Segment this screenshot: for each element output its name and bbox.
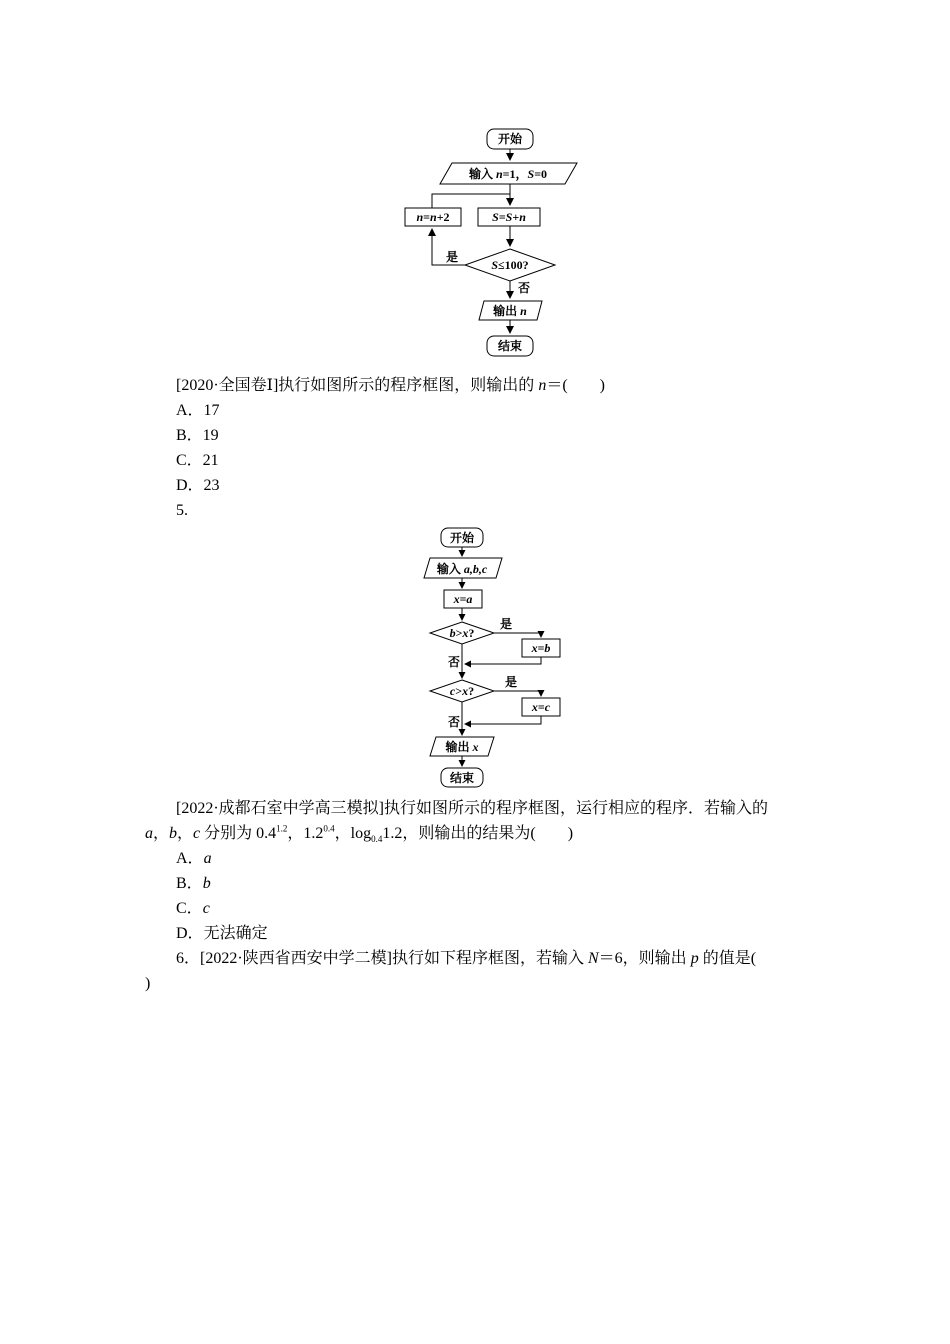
fc2-end-label: 结束 [449,771,475,785]
fc2-box-xc-label: x=c [531,700,551,714]
q5-log-base: 0.4 [371,834,383,845]
q5-sep2: ， [177,825,194,842]
q5-exp1: 1.2 [276,823,288,834]
fc2-yes2-label: 是 [505,675,518,689]
fc1-output-label: 输出 n [493,304,527,318]
fc1-box-n-label: n=n+2 [416,210,450,224]
fc2-box-xb-label: x=b [531,641,551,655]
q5-option-a: A．a [176,850,212,867]
q6-text3: 的值是( [698,950,757,967]
fc2-condition2-diamond [430,680,494,702]
q6-text1: 6．[2022·陕西省西安中学二模]执行如下程序框图，若输入 [176,950,588,967]
fc2-no1-label: 否 [448,655,461,669]
fc2-condition1-diamond [430,622,494,644]
q5-option-c: C．c [176,900,210,917]
fc1-box-s-label: S=S+n [492,210,526,224]
fc2-assign-label: x=a [453,592,473,606]
q5-text3: ，log [334,825,372,842]
fc1-start-label: 开始 [497,132,523,146]
q5-sep1: ， [153,825,170,842]
q5-option-d: D．无法确定 [176,925,268,942]
q5-number: 5. [176,502,188,519]
q5-stem-line1: [2022·成都石室中学高三模拟]执行如图所示的程序框图，运行相应的程序．若输入的 [176,800,768,817]
fc2-input-label: 输入 a,b,c [436,562,488,576]
q6-var-n: N [588,950,599,967]
fc2-yes1-label: 是 [500,617,513,631]
q4-stem-text: [2020·全国卷Ⅰ]执行如图所示的程序框图，则输出的 [176,377,539,394]
flowchart-1 [0,0,950,380]
q5-text2: ，1.2 [287,825,324,842]
q5-text1: 分别为 0.4 [200,825,277,842]
q6-stem-line2: ) [145,975,151,992]
q5-var-a: a [145,825,153,842]
q4-option-c: C．21 [176,452,219,469]
q5-var-b: b [169,825,178,842]
q5-stem-line2 [145,824,573,844]
fc2-start-label: 开始 [449,531,475,545]
fc1-yes-label: 是 [446,250,459,264]
q6-stem-line1 [176,949,756,969]
q6-var-p: p [690,950,699,967]
q5-exp2: 0.4 [323,823,335,834]
q6-text2: ＝6，则输出 [598,950,691,967]
q4-option-b: B．19 [176,427,219,444]
fc2-input-parallelogram [424,558,502,578]
fc2-box-xb [522,639,560,657]
q4-stem-var: n [538,377,547,394]
fc2-no2-label: 否 [448,715,461,729]
q5-var-c: c [193,825,201,842]
fc2-condition2-label: c>x? [449,684,475,698]
fc2-start-terminal [441,528,483,547]
fc1-condition-label: S≤100? [491,258,529,272]
fc2-end-terminal [441,768,483,787]
q4-stem-suffix: ＝( ) [546,377,605,394]
fc1-input-label: 输入 n=1，S=0 [468,167,548,181]
fc1-no-label: 否 [518,281,531,295]
fc2-output-parallelogram [430,737,494,756]
q4-stem [176,376,605,396]
fc1-end-label: 结束 [497,339,523,353]
fc2-box-xc [522,698,560,716]
q4-option-d: D．23 [176,477,220,494]
fc2-output-label: 输出 x [445,740,479,754]
fc2-condition1-label: b>x? [449,626,475,640]
q5-text4: 1.2，则输出的结果为( ) [382,825,574,842]
q4-option-a: A．17 [176,402,220,419]
fc2-assign-box [444,590,482,608]
q5-option-b: B．b [176,875,211,892]
